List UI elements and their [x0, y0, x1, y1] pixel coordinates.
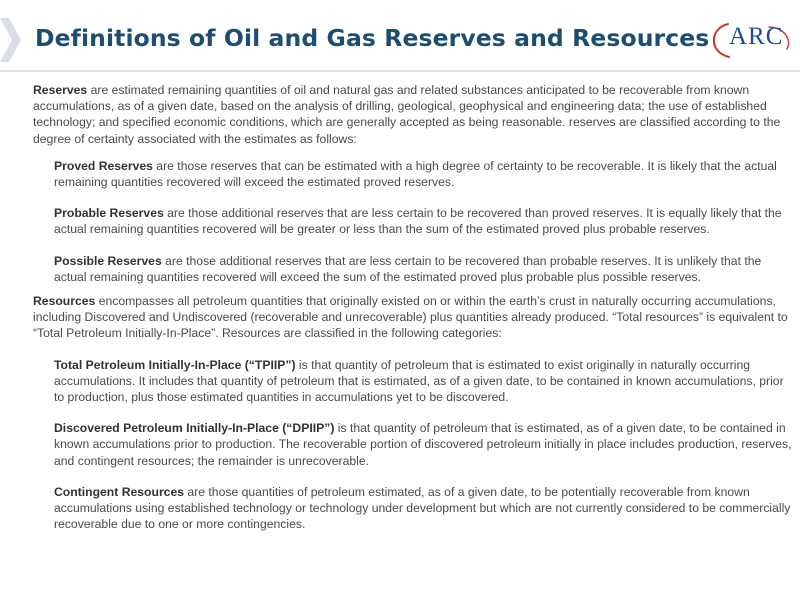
tpiip-term: Total Petroleum Initially-In-Place (“TPIIP”): [54, 357, 296, 372]
contingent-resources-term: Contingent Resources: [54, 484, 185, 499]
probable-reserves-definition: [33, 205, 795, 237]
probable-reserves-text: are those additional reserves that are less certain to be recovered than proved reserves. It is equally likely that the actual remaining quantities recovered will be greater or less than the sum of the estimated proved plus probable reserves.: [54, 206, 782, 237]
probable-reserves-term: Probable Reserves: [54, 206, 164, 221]
possible-reserves-definition: [33, 253, 795, 285]
header-divider: [0, 70, 800, 72]
tpiip-text: is that quantity of petroleum that is estimated to exist originally in naturally occurring accumulations. It includes that quantity of petroleum that is estimated, as of a given date, to be contained in known accumulations, prior to production, plus those estimated quantities in accumulations yet to be discovered.: [54, 357, 784, 405]
possible-reserves-text: are those additional reserves that are less certain to be recovered than probable reserves. It is unlikely that the actual remaining quantities recovered will exceed the sum of the estimated proved plus probable plus possible reserves.: [54, 253, 762, 284]
logo-text: ARC: [729, 23, 784, 50]
tpiip-definition: [33, 357, 795, 406]
resources-text: encompasses all petroleum quantities that originally existed on or within the earth’s crust in naturally occurring accumulations, including Discovered and Undiscovered (recoverable and unrecoverable) plus quantities already produced. “Total resources” is equivalent to “Total Petroleum Initially-In-Place”. Resources are classified in the following categories:: [33, 294, 788, 341]
contingent-resources-definition: [33, 484, 795, 533]
page-title: Definitions of Oil and Gas Reserves and Resources: [35, 24, 710, 52]
dpiip-definition: [33, 420, 795, 469]
reserves-definition: [33, 82, 795, 147]
contingent-resources-text: are those quantities of petroleum estimated, as of a given date, to be potentially recoverable from known accumulations using established technology or technology under development but which are not currently considered to be commercially recoverable due to one or more contingencies.: [54, 484, 791, 532]
resources-term: Resources: [33, 294, 96, 309]
proved-reserves-term: Proved Reserves: [54, 158, 153, 173]
proved-reserves-definition: [33, 158, 795, 190]
dpiip-text: is that quantity of petroleum that is estimated, as of a given date, to be contained in known accumulations prior to production. The recoverable portion of discovered petroleum initially in place includes production, reserves, and contingent resources; the remainder is unrecoverable.: [54, 421, 792, 468]
definitions-content: [33, 82, 795, 532]
possible-reserves-term: Possible Reserves: [54, 253, 162, 268]
resources-definition: [33, 293, 795, 342]
reserves-text: are estimated remaining quantities of oil and natural gas and related substances anticipated to be recoverable from known accumulations, as of a given date, based on the analysis of drilling, geological, geophysical and engineering data; the use of established technology; and specified economic conditions, which are generally accepted as being reasonable. reserves are classified according to the degree of certainty associated with the estimates as follows:: [33, 83, 781, 146]
proved-reserves-text: are those reserves that can be estimated with a high degree of certainty to be recoverable. It is likely that the actual remaining quantities recovered will exceed the estimated proved reserves.: [54, 158, 777, 190]
reserves-term: Reserves: [33, 83, 88, 97]
dpiip-term: Discovered Petroleum Initially-In-Place (“DPIIP”): [54, 421, 335, 436]
chevron-right-icon: [0, 18, 22, 62]
